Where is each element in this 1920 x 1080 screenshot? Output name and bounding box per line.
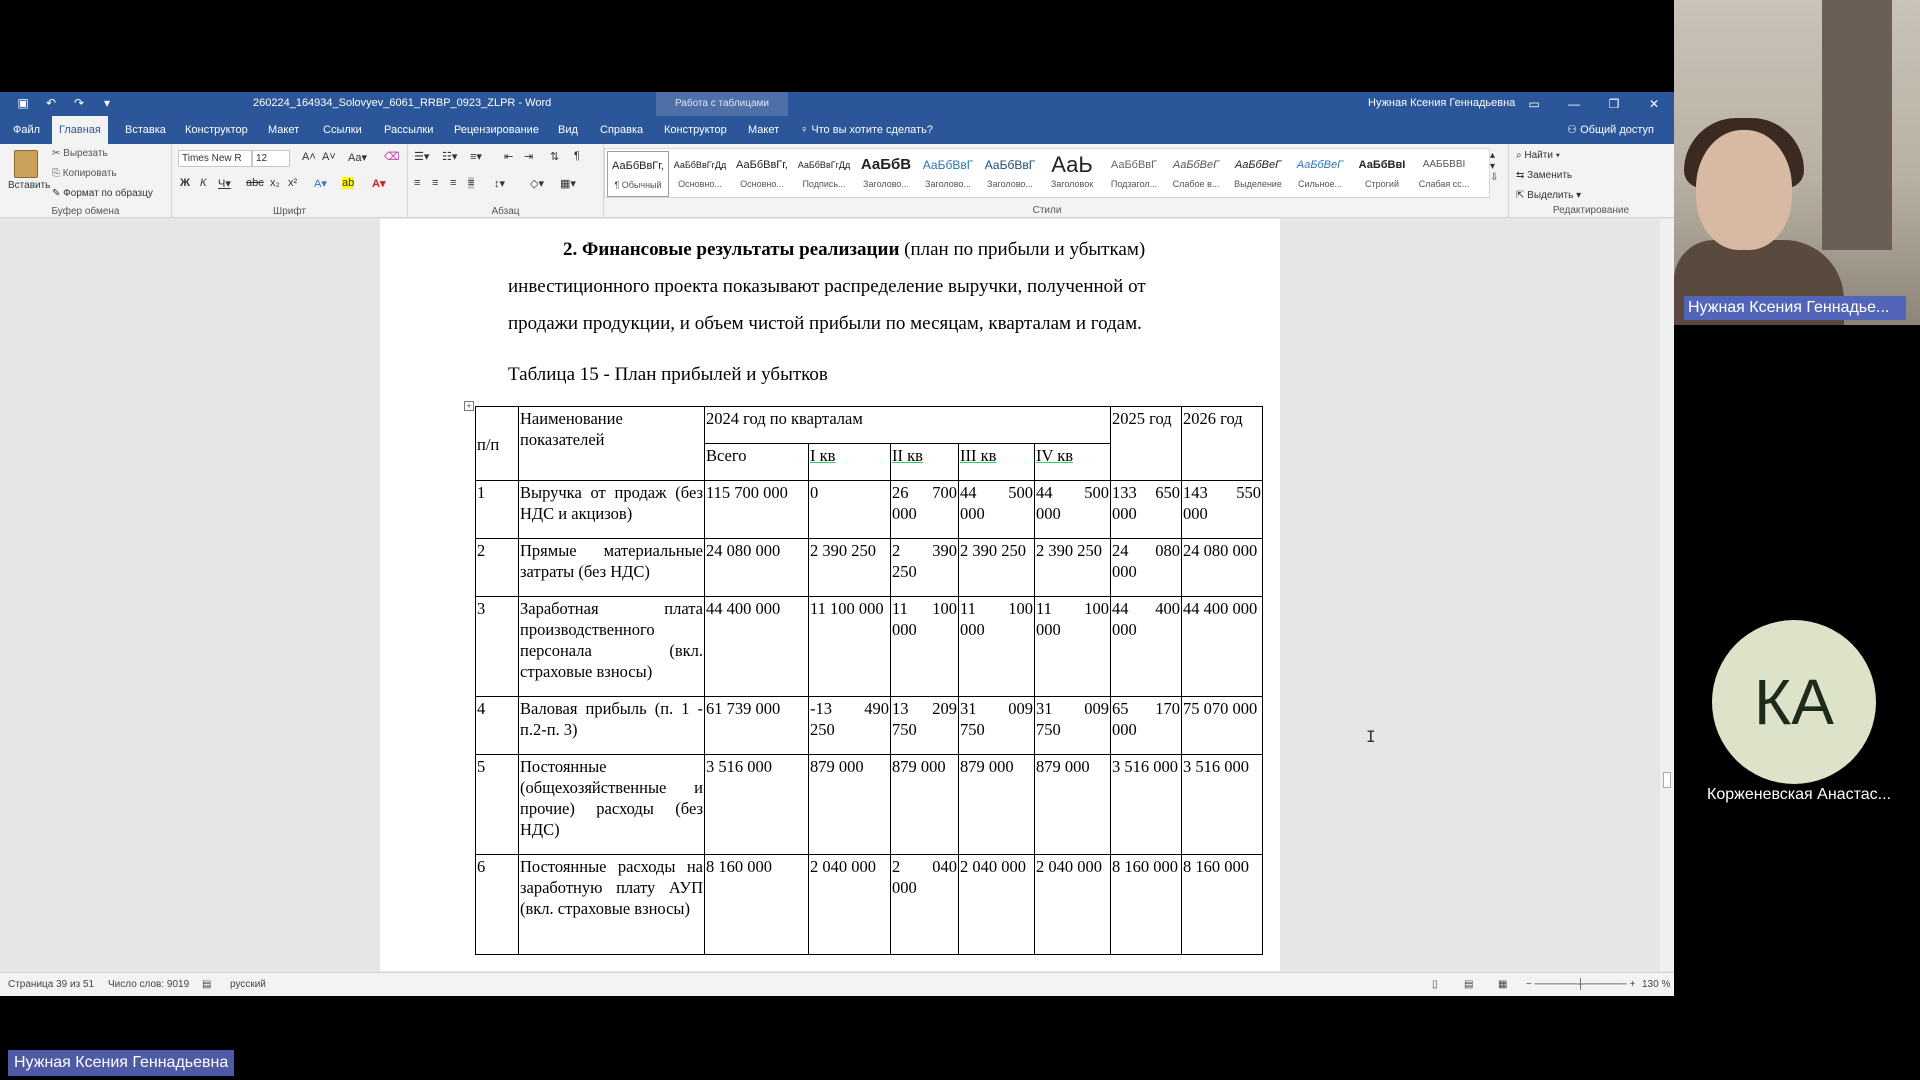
clear-formatting-icon[interactable]: ⌫	[384, 151, 400, 163]
tab-references[interactable]: Ссылки	[323, 124, 362, 136]
style-body-text[interactable]: АаБбВвГгДд Основно...	[673, 160, 727, 189]
header-q2: II кв	[891, 444, 959, 481]
cell-2025: 8 160 000	[1111, 855, 1182, 955]
ribbon-tabs	[0, 116, 1674, 144]
style-body-text-2[interactable]: АаБбВвГг, Основно...	[736, 159, 788, 189]
cell-q4: 2 040 000	[1035, 855, 1111, 955]
multilevel-list-icon[interactable]: ≡▾	[470, 151, 482, 163]
cell-2025: 24 080 000	[1111, 539, 1182, 597]
italic-icon[interactable]: К	[200, 177, 207, 189]
cell-q1: 2 390 250	[809, 539, 891, 597]
background-curtain	[1822, 0, 1892, 250]
cell-2026: 24 080 000	[1182, 539, 1263, 597]
style-subtle-emphasis[interactable]: АаБбВеГ Слабое в...	[1172, 159, 1220, 189]
text-effects-icon[interactable]: A▾	[314, 178, 327, 190]
cell-q2: 2 040 000	[891, 855, 959, 955]
style-subtitle[interactable]: АаБбВвГ Подзагол...	[1110, 159, 1158, 189]
read-mode-icon[interactable]: ▯	[1432, 979, 1438, 990]
cell-2025: 65 170 000	[1111, 697, 1182, 755]
bold-icon[interactable]: Ж	[180, 177, 190, 189]
line-spacing-icon[interactable]: ↕▾	[494, 178, 506, 190]
scrollbar-thumb[interactable]	[1663, 772, 1671, 788]
paragraph-line-3: продажи продукции, и объем чистой прибыли по месяцам, кварталам и годам.	[508, 313, 1142, 334]
title-bar	[0, 92, 1674, 116]
paragraph-line-1: 2. Финансовые результаты реализации (план по прибыли и убыткам)	[563, 239, 1146, 260]
print-layout-icon[interactable]: ▤	[1464, 979, 1474, 990]
copy-button[interactable]: ⎘ Копировать	[52, 168, 117, 179]
highlight-icon[interactable]: ab	[342, 177, 355, 189]
grow-font-icon[interactable]: A˄	[302, 151, 316, 163]
style-intense-emphasis[interactable]: АаБбВеГ Сильное...	[1296, 159, 1344, 189]
cell-q4: 44 500 000	[1035, 481, 1111, 539]
document-page[interactable]	[380, 219, 1280, 971]
redo-icon[interactable]: ↷	[73, 96, 85, 110]
align-center-icon[interactable]: ≡	[432, 177, 439, 189]
cell-name: Прямые материальные затраты (без НДС)	[519, 539, 705, 597]
cell-name: Выручка от продаж (без НДС и акцизов)	[519, 481, 705, 539]
find-button[interactable]: ⌕ Найти ▾	[1516, 150, 1560, 161]
zoom-slider[interactable]: − ──────┼────── +	[1526, 979, 1636, 990]
cell-2025: 133 650 000	[1111, 481, 1182, 539]
customize-icon[interactable]: ▾	[103, 96, 111, 110]
tab-insert[interactable]: Вставка	[125, 124, 166, 136]
i-beam-cursor-icon: I	[1366, 727, 1376, 746]
status-bar	[0, 972, 1674, 996]
cell-num: 6	[476, 855, 519, 955]
brush-icon: ✎	[52, 188, 64, 199]
align-left-icon[interactable]: ≡	[414, 177, 421, 189]
profit-loss-table	[475, 406, 1263, 955]
cell-q1: 2 040 000	[809, 855, 891, 955]
close-icon[interactable]: ✕	[1648, 97, 1660, 111]
strikethrough-icon[interactable]: abc	[246, 177, 264, 189]
sort-icon[interactable]: ⇅	[550, 151, 560, 163]
table-caption: Таблица 15 - План прибылей и убытков	[508, 364, 828, 385]
bullets-icon[interactable]: ☰▾	[414, 151, 430, 163]
style-title[interactable]: АаЬ Заголовок	[1050, 152, 1094, 189]
group-font	[172, 144, 408, 218]
cell-q1: 879 000	[809, 755, 891, 855]
cell-q3: 11 100 000	[959, 597, 1035, 697]
superscript-icon[interactable]: x²	[288, 177, 298, 189]
cell-2025: 44 400 000	[1111, 597, 1182, 697]
header-2024: 2024 год по кварталам	[705, 407, 1111, 444]
tab-mailings[interactable]: Рассылки	[384, 124, 434, 136]
decrease-indent-icon[interactable]: ⇤	[504, 151, 514, 163]
pilcrow-icon[interactable]: ¶	[574, 150, 580, 162]
header-q3: III кв	[959, 444, 1035, 481]
header-q1: I кв	[809, 444, 891, 481]
paste-button[interactable]: Вставить	[8, 148, 44, 200]
scissors-icon: ✂	[52, 148, 64, 159]
cut-button[interactable]: ✂ Вырезать	[52, 148, 108, 159]
cell-total: 44 400 000	[705, 597, 809, 697]
language-indicator[interactable]: русский	[230, 979, 266, 990]
align-right-icon[interactable]: ≡	[450, 177, 457, 189]
table-move-handle-icon[interactable]: +	[464, 401, 474, 411]
quick-access-toolbar	[16, 96, 114, 110]
cell-num: 1	[476, 481, 519, 539]
group-paragraph	[408, 144, 604, 218]
tell-me-search[interactable]: ♀ Что вы хотите сделать?	[800, 124, 933, 136]
cell-2026: 8 160 000	[1182, 855, 1263, 955]
cell-q2: 2 390 250	[891, 539, 959, 597]
cell-2026: 75 070 000	[1182, 697, 1263, 755]
search-icon: ⌕	[1516, 150, 1525, 161]
replace-icon: ⇆	[1516, 170, 1528, 181]
cell-q3: 31 009 750	[959, 697, 1035, 755]
zoom-level[interactable]: 130 %	[1642, 979, 1671, 990]
page-counter[interactable]: Страница 39 из 51	[8, 979, 95, 990]
window-controls	[1514, 92, 1674, 116]
style-subtle-reference[interactable]: ААББВВІ Слабая сс...	[1418, 159, 1470, 189]
cell-q3: 2 390 250	[959, 539, 1035, 597]
cell-num: 5	[476, 755, 519, 855]
format-painter-button[interactable]: ✎ Формат по образцу	[52, 188, 153, 199]
table-row	[476, 697, 1263, 755]
tab-table-layout[interactable]: Макет	[748, 124, 780, 136]
cell-q3: 44 500 000	[959, 481, 1035, 539]
subscript-icon[interactable]: x₂	[270, 177, 280, 189]
word-window	[0, 92, 1674, 996]
cell-total: 115 700 000	[705, 481, 809, 539]
cell-total: 3 516 000	[705, 755, 809, 855]
cell-q4: 11 100 000	[1035, 597, 1111, 697]
cell-name: Заработная плата производственного персонала (вкл. страховые взносы)	[519, 597, 705, 697]
header-q4: IV кв	[1035, 444, 1111, 481]
document-title: 260224_164934_Solovyev_6061_RRBP_0923_ZLPR - Word	[253, 97, 552, 109]
lightbulb-icon: ♀	[800, 124, 812, 136]
borders-icon[interactable]: ▦▾	[560, 178, 576, 190]
cell-q4: 879 000	[1035, 755, 1111, 855]
person-face	[1696, 130, 1792, 250]
proofing-icon[interactable]: ▤	[202, 979, 212, 990]
undo-icon[interactable]: ↶	[45, 96, 57, 110]
styles-scroll-icon[interactable]: ▴ ▾ ⇩	[1490, 150, 1499, 183]
cell-name: Постоянные (общехозяйственные и прочие) расходы (без НДС)	[519, 755, 705, 855]
cell-q1: 0	[809, 481, 891, 539]
style-caption[interactable]: АаБбВвГгДд Подпись...	[797, 160, 851, 189]
cell-num: 2	[476, 539, 519, 597]
styles-gallery	[604, 148, 1490, 198]
group-label-clipboard: Буфер обмена	[51, 206, 120, 217]
person-icon: ⚇	[1567, 124, 1581, 136]
camera-video	[1674, 0, 1920, 325]
web-layout-icon[interactable]: ▦	[1498, 979, 1508, 990]
cell-q1: 11 100 000	[809, 597, 891, 697]
tab-table-design[interactable]: Конструктор	[664, 124, 727, 136]
group-clipboard	[0, 144, 172, 218]
tab-help[interactable]: Справка	[600, 124, 644, 136]
change-case-icon[interactable]: Aa▾	[348, 152, 367, 164]
replace-button[interactable]: ⇆ Заменить	[1516, 170, 1573, 181]
group-label-font: Шрифт	[273, 206, 306, 217]
style-normal[interactable]: АаБбВвГг, ¶ Обычный	[607, 151, 669, 197]
copy-icon: ⎘	[52, 168, 63, 179]
group-label-paragraph: Абзац	[491, 206, 520, 217]
style-heading-3[interactable]: АаБбВвГ Заголово...	[984, 158, 1036, 189]
tab-review[interactable]: Рецензирование	[454, 124, 539, 136]
font-name-select[interactable]: Times New R	[178, 150, 252, 167]
style-heading-2[interactable]: АаБбВвГ Заголово...	[922, 158, 974, 189]
header-2025: 2025 год	[1111, 407, 1182, 481]
cell-name: Постоянные расходы на заработную плату АУП (вкл. страховые взносы)	[519, 855, 705, 955]
tab-home[interactable]: Главная	[52, 116, 108, 144]
table-row	[476, 481, 1263, 539]
cell-total: 61 739 000	[705, 697, 809, 755]
share-button[interactable]: ⚇ Общий доступ	[1567, 124, 1654, 136]
cell-q4: 2 390 250	[1035, 539, 1111, 597]
font-size-select[interactable]: 12	[252, 150, 290, 167]
cursor-icon: ⇱	[1516, 190, 1528, 201]
clipboard-icon	[14, 150, 38, 178]
style-strong[interactable]: АаБбВвІ Строгий	[1358, 159, 1406, 189]
cell-q2: 26 700 000	[891, 481, 959, 539]
header-num: п/п	[476, 407, 519, 481]
style-heading-1[interactable]: АаБбВ Заголово...	[860, 156, 912, 189]
shrink-font-icon[interactable]: A˅	[322, 151, 336, 163]
tab-file[interactable]: Файл	[13, 124, 41, 136]
cell-num: 3	[476, 597, 519, 697]
tab-layout[interactable]: Макет	[268, 124, 300, 136]
participant-avatar: КА	[1712, 620, 1876, 784]
save-icon[interactable]: ▣	[17, 96, 29, 110]
header-2026: 2026 год	[1182, 407, 1263, 481]
cell-q3: 879 000	[959, 755, 1035, 855]
ribbon-home	[0, 144, 1674, 218]
header-total: Всего	[705, 444, 809, 481]
numbering-icon[interactable]: ☷▾	[442, 151, 458, 163]
camera-participant-name: Нужная Ксения Геннадье...	[1684, 296, 1906, 320]
restore-icon[interactable]: ❐	[1608, 97, 1620, 111]
cell-q2: 879 000	[891, 755, 959, 855]
style-emphasis[interactable]: АаБбВеГ Выделение	[1234, 159, 1282, 189]
tab-design[interactable]: Конструктор	[185, 124, 248, 136]
justify-icon[interactable]: ≡	[468, 177, 475, 189]
font-color-icon[interactable]: A▾	[372, 178, 386, 190]
cell-q1: -13 490 250	[809, 697, 891, 755]
increase-indent-icon[interactable]: ⇥	[524, 151, 534, 163]
cell-num: 4	[476, 697, 519, 755]
table-row	[476, 597, 1263, 697]
presenter-badge: Нужная Ксения Геннадьевна	[8, 1050, 234, 1076]
cell-name: Валовая прибыль (п. 1 - п.2-п. 3)	[519, 697, 705, 755]
cell-2026[interactable]: 143 550 000	[1182, 481, 1263, 539]
cell-total: 24 080 000	[705, 539, 809, 597]
table-row	[476, 755, 1263, 855]
vertical-scrollbar[interactable]	[1660, 219, 1674, 971]
shading-icon[interactable]: ◇▾	[530, 178, 544, 190]
table-row	[476, 855, 1263, 955]
document-canvas[interactable]	[0, 219, 1660, 971]
avatar-participant-name: Корженевская Анастас...	[1707, 786, 1891, 803]
cell-q4: 31 009 750	[1035, 697, 1111, 755]
tab-view[interactable]: Вид	[558, 124, 578, 136]
group-label-editing: Редактирование	[1552, 205, 1630, 216]
select-button[interactable]: ⇱ Выделить ▾	[1516, 190, 1582, 201]
cell-2026: 3 516 000	[1182, 755, 1263, 855]
account-name[interactable]: Нужная Ксения Геннадьевна	[1368, 97, 1516, 109]
cell-q2: 11 100 000	[891, 597, 959, 697]
table-row	[476, 539, 1263, 597]
paragraph-line-2: инвестиционного проекта показывают распределение выручки, полученной от	[508, 276, 1146, 297]
minimize-icon[interactable]: —	[1568, 97, 1580, 111]
ribbon-display-icon[interactable]: ▭	[1528, 97, 1540, 111]
group-label-styles: Стили	[1032, 205, 1062, 216]
cell-2025: 3 516 000	[1111, 755, 1182, 855]
context-tab-table-tools: Работа с таблицами	[656, 92, 788, 116]
underline-icon[interactable]: Ч▾	[218, 178, 231, 190]
cell-2026: 44 400 000	[1182, 597, 1263, 697]
word-count[interactable]: Число слов: 9019	[108, 979, 190, 990]
cell-q3: 2 040 000	[959, 855, 1035, 955]
cell-total: 8 160 000	[705, 855, 809, 955]
header-name: Наименование показателей	[519, 407, 705, 481]
table-header-row	[476, 407, 1263, 444]
cell-q2: 13 209 750	[891, 697, 959, 755]
